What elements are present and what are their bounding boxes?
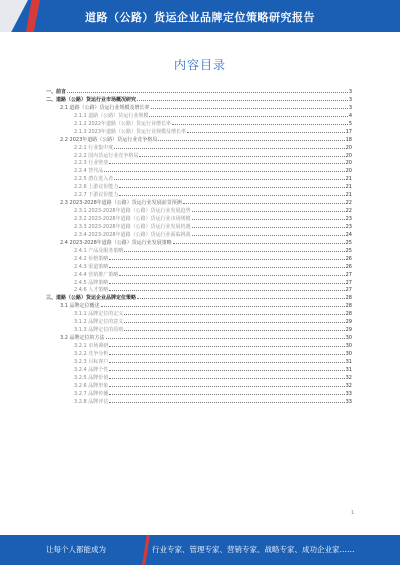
toc-entry-page: 31: [345, 366, 352, 373]
toc-entry-title: 2.3.4 2023-2028年道路（公路）货运行业面临挑战: [74, 231, 191, 238]
toc-leader-dots: [101, 301, 345, 307]
toc-entry-title: 3.1.1 品牌定位的定义: [74, 311, 124, 318]
toc-leader-dots: [158, 135, 344, 141]
toc-entry-page: 3: [348, 96, 352, 103]
toc-leader-dots: [109, 341, 344, 347]
toc-entry-title: 2.4 2023-2028年道路（公路）货运行业发展策略: [60, 239, 172, 246]
toc-entry[interactable]: [46, 111, 352, 119]
toc-entry-title: 3.2.2 竞争分析: [74, 350, 109, 357]
toc-leader-dots: [137, 293, 345, 299]
toc-entry-page: 28: [345, 311, 352, 318]
toc-leader-dots: [149, 111, 347, 117]
toc-entry-page: 18: [345, 136, 352, 143]
toc-entry-page: 21: [345, 176, 352, 183]
toc-entry[interactable]: [46, 365, 352, 373]
toc-entry[interactable]: [46, 309, 352, 317]
toc-entry-page: 28: [345, 295, 352, 302]
toc-entry-title: 2.2 2023年道路（公路）货运行业竞争格局: [60, 136, 158, 143]
toc-entry-page: 25: [345, 247, 352, 254]
toc-entry-page: 5: [348, 120, 352, 127]
toc-leader-dots: [104, 166, 344, 172]
toc-entry-page: 22: [345, 208, 352, 215]
toc-entry-title: 2.1.3 2023年道路（公路）货运行业规模及增长率: [74, 128, 187, 135]
toc-entry-page: 3: [348, 89, 352, 95]
toc-entry-page: 23: [345, 216, 352, 222]
toc-entry[interactable]: [46, 278, 352, 286]
toc-entry[interactable]: [46, 357, 352, 365]
toc-entry[interactable]: [46, 230, 352, 238]
toc-entry-title: 2.2.7 下游议价能力: [74, 192, 119, 199]
toc-leader-dots: [67, 87, 348, 93]
toc-entry-title: 2.3.2 2023-2028年道路（公路）货运行业市场规模: [74, 216, 191, 222]
toc-entry[interactable]: [46, 95, 352, 103]
toc-entry-title: 3.1.3 品牌定位的原则: [74, 327, 124, 334]
toc-leader-dots: [109, 389, 344, 395]
toc-leader-dots: [139, 151, 344, 157]
toc-leader-dots: [109, 381, 344, 387]
toc-entry-title: 2.2.6 上游议价能力: [74, 184, 119, 191]
toc-leader-dots: [192, 222, 345, 228]
toc-entry-title: 2.4.4 营销推广策略: [74, 271, 119, 278]
toc-entry[interactable]: [46, 190, 352, 198]
toc-entry-page: 26: [345, 255, 352, 262]
toc-entry-title: 3.2.7 品牌传播: [74, 390, 109, 397]
toc-entry-title: 2.4.2 价格策略: [74, 255, 109, 262]
toc-leader-dots: [192, 206, 345, 212]
toc-entry[interactable]: [46, 325, 352, 333]
toc-entry-page: 24: [345, 231, 352, 238]
report-footer: [0, 535, 400, 565]
toc-leader-dots: [109, 158, 344, 164]
toc-entry-title: 2.3 2023-2028年道路（公路）货运行业发展前景预测: [60, 200, 182, 207]
toc-leader-dots: [109, 349, 344, 355]
toc-entry-page: 27: [345, 271, 352, 278]
toc-entry-title: 2.2.3 行业壁垒: [74, 160, 109, 167]
toc-entry[interactable]: [46, 151, 352, 159]
toc-entry-page: 27: [345, 287, 352, 294]
footer-accent-bar: [142, 535, 150, 565]
toc-entry-title: 3.1.2 品牌定位的意义: [74, 319, 124, 326]
toc-leader-dots: [137, 95, 348, 101]
toc-leader-dots: [172, 119, 348, 125]
toc-entry[interactable]: [46, 397, 352, 405]
toc-entry-page: 32: [345, 374, 352, 381]
toc-entry[interactable]: [46, 285, 352, 293]
toc-entry-title: 2.2.1 行业集中度: [74, 144, 114, 151]
toc-leader-dots: [109, 365, 344, 371]
toc-entry[interactable]: [46, 214, 352, 222]
toc-entry[interactable]: [46, 206, 352, 214]
toc-entry-page: 22: [345, 200, 352, 207]
toc-entry[interactable]: [46, 341, 352, 349]
report-title: 道路（公路）货运企业品牌定位策略研究报告: [85, 11, 315, 24]
toc-entry[interactable]: [46, 349, 352, 357]
toc-entry[interactable]: [46, 254, 352, 262]
toc-entry-page: 17: [345, 128, 352, 135]
toc-entry[interactable]: [46, 293, 352, 301]
toc-entry-page: 23: [345, 223, 352, 230]
toc-entry-page: 20: [345, 168, 352, 175]
toc-entry-title: 2.3.3 2023-2028年道路（公路）货运行业发展机遇: [74, 223, 191, 230]
toc-leader-dots: [109, 373, 344, 379]
toc-entry[interactable]: [46, 301, 352, 309]
toc-leader-dots: [119, 190, 344, 196]
toc-entry[interactable]: [46, 246, 352, 254]
toc-entry-title: 3.2.8 品牌评估: [74, 398, 109, 405]
toc-leader-dots: [124, 325, 344, 331]
toc-entry[interactable]: [46, 222, 352, 230]
toc-entry[interactable]: [46, 103, 352, 111]
toc-entry-title: 2.2.2 国内货运行业竞争格局: [74, 152, 139, 159]
toc-entry-page: 30: [345, 350, 352, 357]
toc-leader-dots: [124, 246, 344, 252]
toc-entry-page: 4: [348, 112, 352, 119]
toc-entry-page: 30: [345, 335, 352, 342]
toc-entry-title: 2.4.1 产品及服务策略: [74, 247, 124, 254]
toc-entry-page: 29: [345, 327, 352, 334]
toc-leader-dots: [192, 214, 345, 220]
toc-entry-title: 2.1.1 道路（公路）货运行业规模: [74, 112, 149, 119]
toc-entry-page: 33: [345, 398, 352, 405]
report-header: [0, 0, 400, 32]
toc-leader-dots: [124, 317, 344, 323]
toc-entry[interactable]: [46, 317, 352, 325]
toc-entry-page: 20: [345, 144, 352, 151]
page-number: 1: [350, 510, 354, 516]
toc-entry-page: 31: [345, 358, 352, 365]
toc-leader-dots: [109, 254, 344, 260]
toc-entry-page: 25: [345, 239, 352, 246]
toc-entry-title: 3.2.1 市场调研: [74, 343, 109, 349]
toc-entry-page: 21: [345, 184, 352, 191]
toc-entry-title: 2.1 道路（公路）货运行业规模及增长率: [60, 104, 150, 111]
toc-entry-title: 一、前言: [46, 89, 67, 95]
footer-slogan-right: 行业专家、管理专家、营销专家、战略专家、成功企业家……: [152, 545, 355, 554]
toc-entry[interactable]: [46, 174, 352, 182]
toc-entry-page: 28: [345, 303, 352, 310]
toc-leader-dots: [114, 143, 344, 149]
toc-entry-title: 2.3.1 2023-2028年道路（公路）货运行业发展趋势: [74, 208, 191, 215]
toc-entry-title: 3.2.5 品牌价值: [74, 374, 109, 381]
toc-entry[interactable]: [46, 166, 352, 174]
toc-leader-dots: [114, 174, 344, 180]
toc-leader-dots: [119, 270, 344, 276]
toc-entry-title: 二、道路（公路）货运行业市场概况研究: [46, 96, 137, 103]
toc-entry-page: 30: [345, 343, 352, 349]
toc-entry[interactable]: [46, 87, 352, 95]
toc-entry-page: 26: [345, 263, 352, 270]
toc-leader-dots: [151, 103, 348, 109]
toc-leader-dots: [119, 182, 344, 188]
table-of-contents: [46, 87, 352, 405]
toc-leader-dots: [109, 285, 344, 291]
toc-entry[interactable]: [46, 270, 352, 278]
toc-entry[interactable]: [46, 182, 352, 190]
toc-entry[interactable]: [46, 198, 352, 206]
toc-entry[interactable]: [46, 127, 352, 135]
toc-leader-dots: [106, 333, 345, 339]
toc-entry[interactable]: [46, 119, 352, 127]
toc-leader-dots: [109, 262, 344, 268]
toc-entry-title: 2.1.2 2022年道路（公路）货运行业增长率: [74, 120, 172, 127]
toc-entry[interactable]: [46, 158, 352, 166]
toc-entry-title: 3.1 品牌定位概述: [60, 303, 100, 310]
toc-entry-title: 3.2.4 品牌个性: [74, 366, 109, 373]
toc-entry[interactable]: [46, 238, 352, 246]
toc-entry-title: 2.2.4 替代品: [74, 168, 104, 175]
toc-heading: 内容目录: [173, 58, 226, 72]
toc-entry-title: 2.4.6 人才策略: [74, 287, 109, 294]
toc-leader-dots: [183, 198, 345, 204]
toc-entry-title: 3.2 品牌定位的方法: [60, 335, 105, 342]
toc-leader-dots: [192, 230, 345, 236]
toc-entry-title: 三、道路（公路）货运企业品牌定位策略: [46, 295, 137, 302]
toc-entry[interactable]: [46, 143, 352, 151]
toc-entry-title: 3.2.3 目标客户: [74, 358, 109, 365]
toc-entry-page: 20: [345, 152, 352, 159]
toc-entry-page: 29: [345, 319, 352, 326]
toc-entry-page: 27: [345, 279, 352, 286]
toc-entry-title: 2.4.3 渠道策略: [74, 263, 109, 270]
toc-entry-page: 20: [345, 160, 352, 167]
toc-leader-dots: [109, 278, 344, 284]
toc-leader-dots: [173, 238, 345, 244]
toc-entry-title: 2.4.5 品牌策略: [74, 279, 109, 286]
toc-leader-dots: [124, 309, 344, 315]
toc-leader-dots: [187, 127, 345, 133]
toc-leader-dots: [109, 397, 344, 403]
toc-entry[interactable]: [46, 373, 352, 381]
toc-entry-title: 3.2.6 品牌形象: [74, 382, 109, 389]
toc-entry-page: 33: [345, 390, 352, 397]
toc-entry-page: 3: [348, 104, 352, 111]
footer-slogan-left: 让每个人都能成为: [46, 545, 106, 554]
toc-entry-page: 32: [345, 382, 352, 389]
toc-entry-title: 2.2.5 潜在进入者: [74, 176, 114, 183]
toc-entry[interactable]: [46, 389, 352, 397]
toc-leader-dots: [109, 357, 344, 363]
toc-entry[interactable]: [46, 333, 352, 341]
toc-entry[interactable]: [46, 262, 352, 270]
toc-entry-page: 21: [345, 192, 352, 199]
toc-entry[interactable]: [46, 381, 352, 389]
toc-entry[interactable]: [46, 135, 352, 143]
